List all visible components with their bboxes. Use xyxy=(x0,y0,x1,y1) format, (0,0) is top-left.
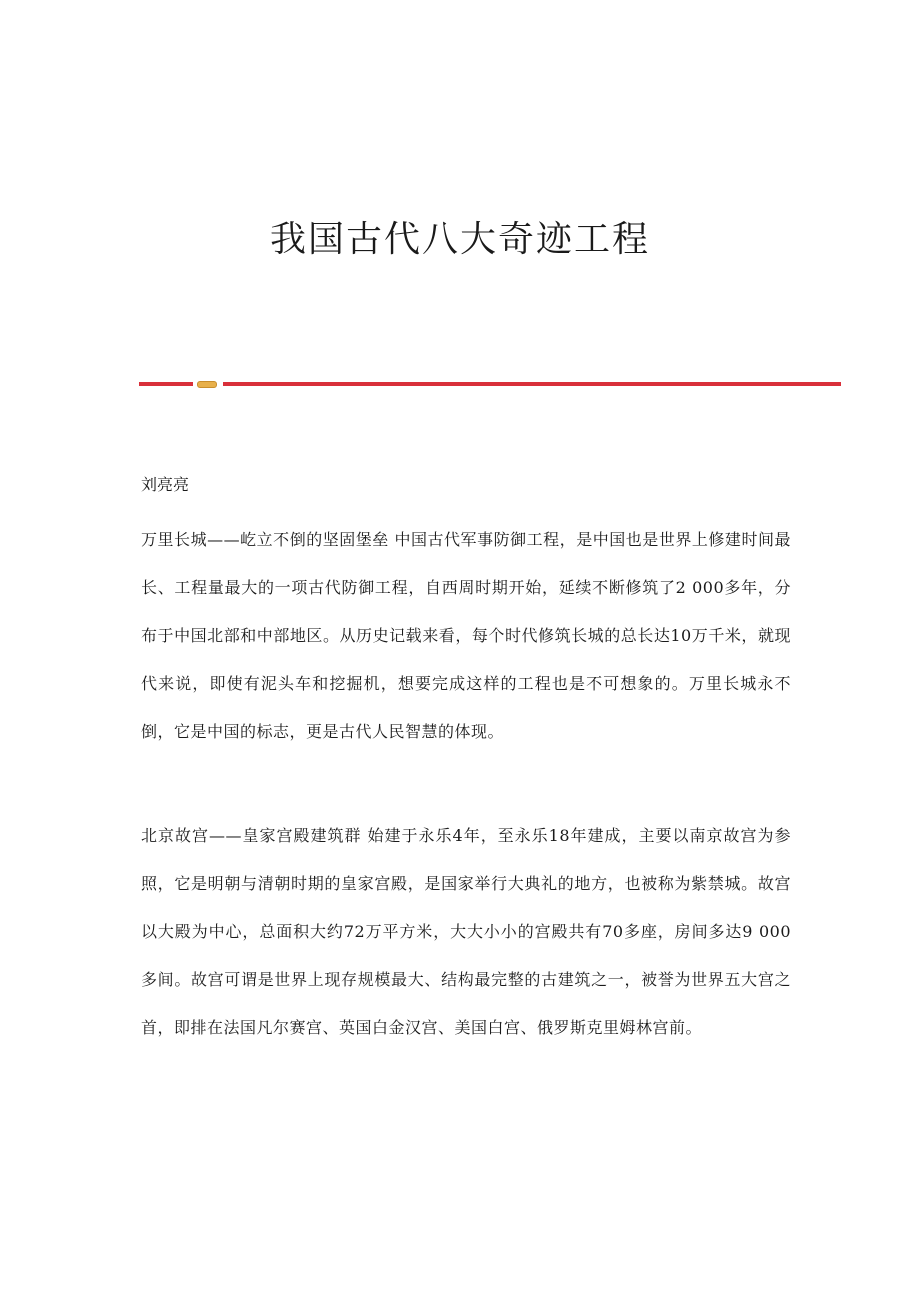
author-name: 刘亮亮 xyxy=(141,475,190,494)
document-title: 我国古代八大奇迹工程 xyxy=(269,219,650,260)
title-divider xyxy=(139,380,841,390)
divider-ornament-icon xyxy=(197,381,217,388)
divider-line-right xyxy=(223,382,841,386)
divider-line-left xyxy=(139,382,193,386)
paragraph-great-wall: 万里长城——屹立不倒的坚固堡垒 中国古代军事防御工程，是中国也是世界上修建时间最长、工程量最大的一项古代防御工程，自西周时期开始，延续不断修筑了2 000多年，分布于中国北部和中部地区。从历史记载来看，每个时代修筑长城的总长达10万千米，就现代来说，即使有泥头车和挖掘机，想要完成这样的工程也是不可想象的。万里长城永不倒，它是中国的标志，更是古代人民智慧的体现。 xyxy=(141,530,791,741)
paragraph-forbidden-city: 北京故宫——皇家宫殿建筑群 始建于永乐4年，至永乐18年建成，主要以南京故宫为参照，它是明朝与清朝时期的皇家宫殿，是国家举行大典礼的地方，也被称为紫禁城。故宫以大殿为中心，总面积大约72万平方米，大大小小的宫殿共有70多座，房间多达9 000多间。故宫可谓是世界上现存规模最大、结构最完整的古建筑之一，被誉为世界五大宫之首，即排在法国凡尔赛宫、英国白金汉宫、美国白宫、俄罗斯克里姆林宫前。 xyxy=(141,826,791,1037)
